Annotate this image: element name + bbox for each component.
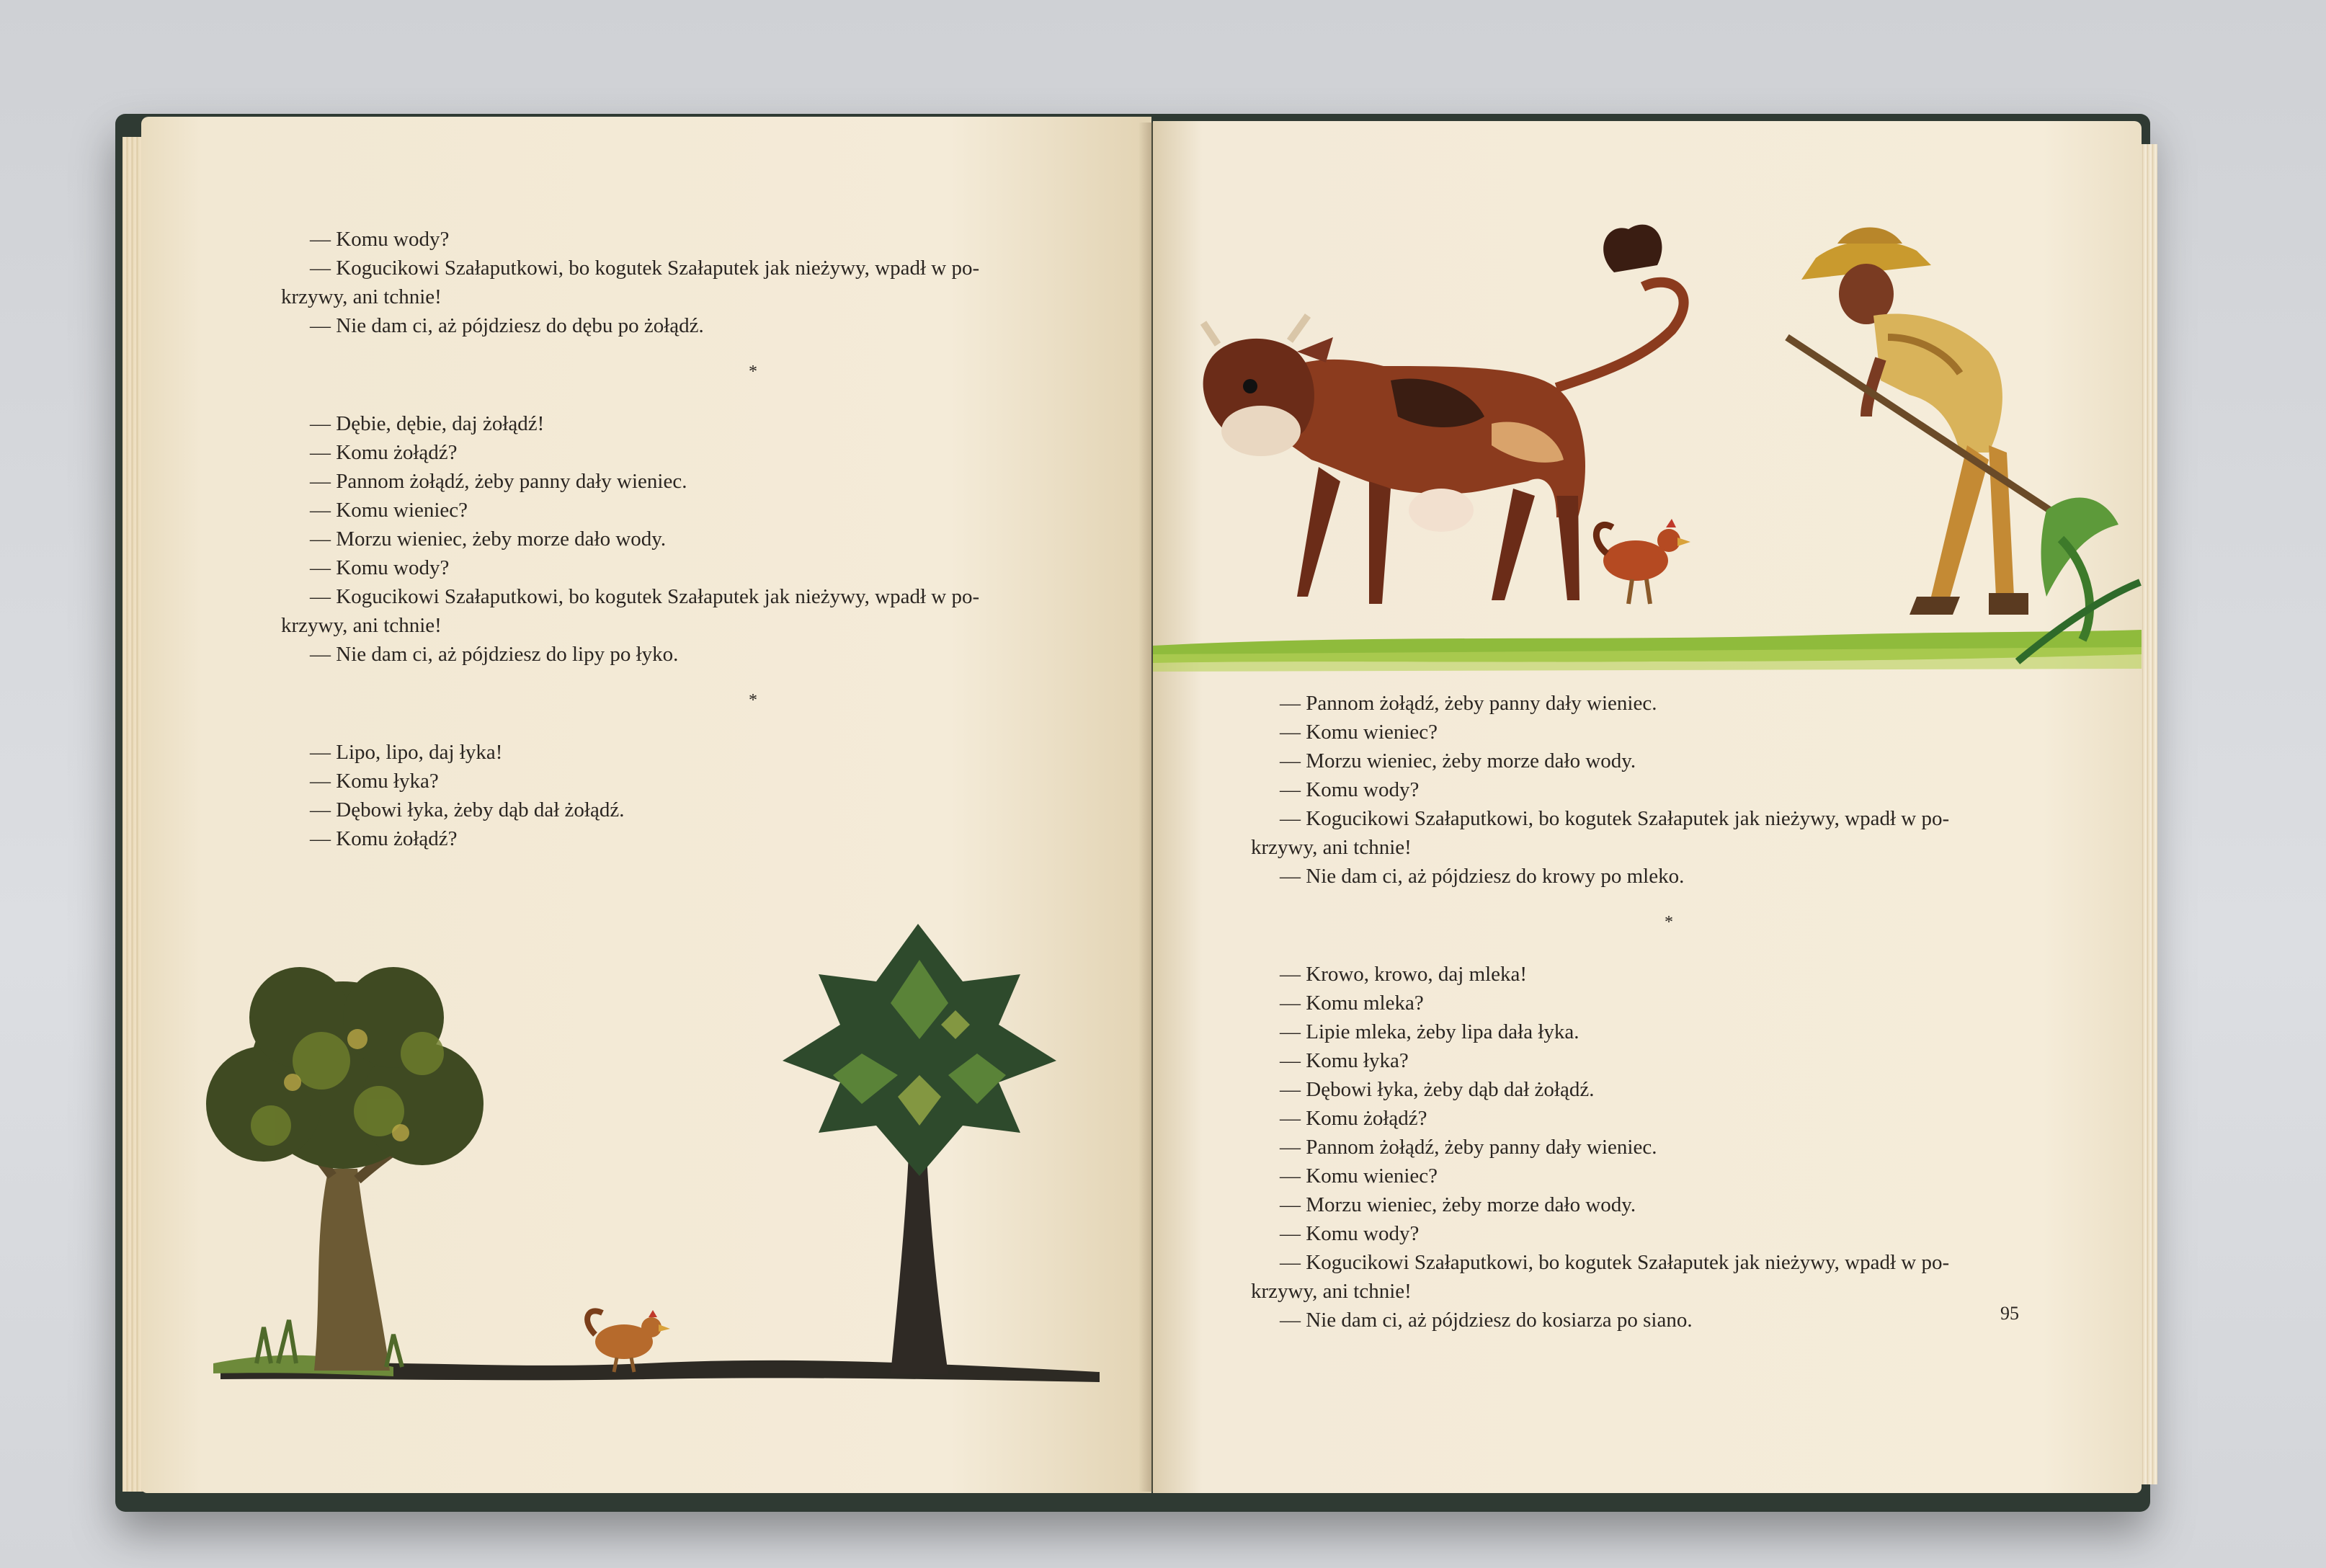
text-line: — Komu wody? (310, 556, 450, 579)
separator-star: * (1665, 913, 1673, 932)
text-line: — Komu żołądź? (310, 441, 458, 464)
left-block-3 (281, 738, 1151, 853)
text-line: — Dębie, dębie, daj żołądź! (310, 412, 545, 435)
text-line: — Kogucikowi Szałaputkowi, bo kogutek Szałaputek jak nieżywy, wpadł w po- (310, 585, 980, 608)
text-line: — Komu wody? (310, 228, 450, 251)
text-line: — Morzu wieniec, żeby morze dało wody. (1280, 1193, 1636, 1216)
text-line: — Komu łyka? (310, 770, 439, 793)
separator-star: * (749, 362, 757, 381)
text-line: — Komu wody? (1280, 778, 1420, 801)
text-line: — Lipie mleka, żeby lipa dała łyka. (1280, 1020, 1579, 1043)
text-line: krzywy, ani tchnie! (281, 614, 442, 637)
left-page (141, 117, 1151, 1493)
text-line: — Lipo, lipo, daj łyka! (310, 741, 503, 764)
text-line: — Komu wieniec? (1280, 1164, 1438, 1188)
page-number: 95 (2000, 1303, 2019, 1324)
text-line: — Dębowi łyka, żeby dąb dał żołądź. (310, 798, 625, 821)
text-line: — Komu wieniec? (1280, 721, 1438, 744)
text-line: — Pannom żołądź, żeby panny dały wieniec. (1280, 692, 1657, 715)
cow-rooster-and-mower-icon (1153, 193, 2142, 741)
text-line: — Komu żołądź? (1280, 1107, 1427, 1130)
two-trees-and-rooster-icon (141, 895, 1151, 1443)
right-block-2 (1251, 960, 2087, 1335)
text-line: — Komu wieniec? (310, 499, 468, 522)
text-line: krzywy, ani tchnie! (281, 285, 442, 308)
right-page-text (1251, 689, 2087, 1335)
text-line: — Kogucikowi Szałaputkowi, bo kogutek Szałaputek jak nieżywy, wpadł w po- (1280, 807, 1950, 830)
text-line: — Komu mleka? (1280, 992, 1424, 1015)
text-line: — Komu wody? (1280, 1222, 1420, 1245)
text-line: — Morzu wieniec, żeby morze dało wody. (1280, 749, 1636, 772)
text-line: — Dębowi łyka, żeby dąb dał żołądź. (1280, 1078, 1595, 1101)
text-line: — Nie dam ci, aż pójdziesz do lipy po łyko. (310, 643, 679, 666)
left-page-text (281, 225, 1151, 853)
left-block-1 (281, 225, 1151, 340)
text-line: krzywy, ani tchnie! (1251, 1280, 1412, 1303)
right-block-1 (1251, 689, 2087, 891)
text-line: — Nie dam ci, aż pójdziesz do dębu po żołądź. (310, 314, 704, 337)
text-line: — Komu żołądź? (310, 827, 458, 850)
text-line: — Nie dam ci, aż pójdziesz do krowy po mleko. (1280, 865, 1685, 888)
text-line: — Komu łyka? (1280, 1049, 1409, 1072)
text-line: — Morzu wieniec, żeby morze dało wody. (310, 527, 667, 551)
text-line: — Nie dam ci, aż pójdziesz do kosiarza po siano. (1280, 1309, 1693, 1332)
separator-star: * (749, 691, 757, 710)
text-line: krzywy, ani tchnie! (1251, 836, 1412, 859)
text-line: — Krowo, krowo, daj mleka! (1280, 963, 1528, 986)
text-line: — Kogucikowi Szałaputkowi, bo kogutek Szałaputek jak nieżywy, wpadł w po- (310, 257, 980, 280)
text-line: — Pannom żołądź, żeby panny dały wieniec. (310, 470, 687, 493)
text-line: — Pannom żołądź, żeby panny dały wieniec. (1280, 1136, 1657, 1159)
text-line: — Kogucikowi Szałaputkowi, bo kogutek Szałaputek jak nieżywy, wpadł w po- (1280, 1251, 1950, 1274)
left-block-2 (281, 409, 1151, 669)
right-page (1153, 121, 2142, 1493)
